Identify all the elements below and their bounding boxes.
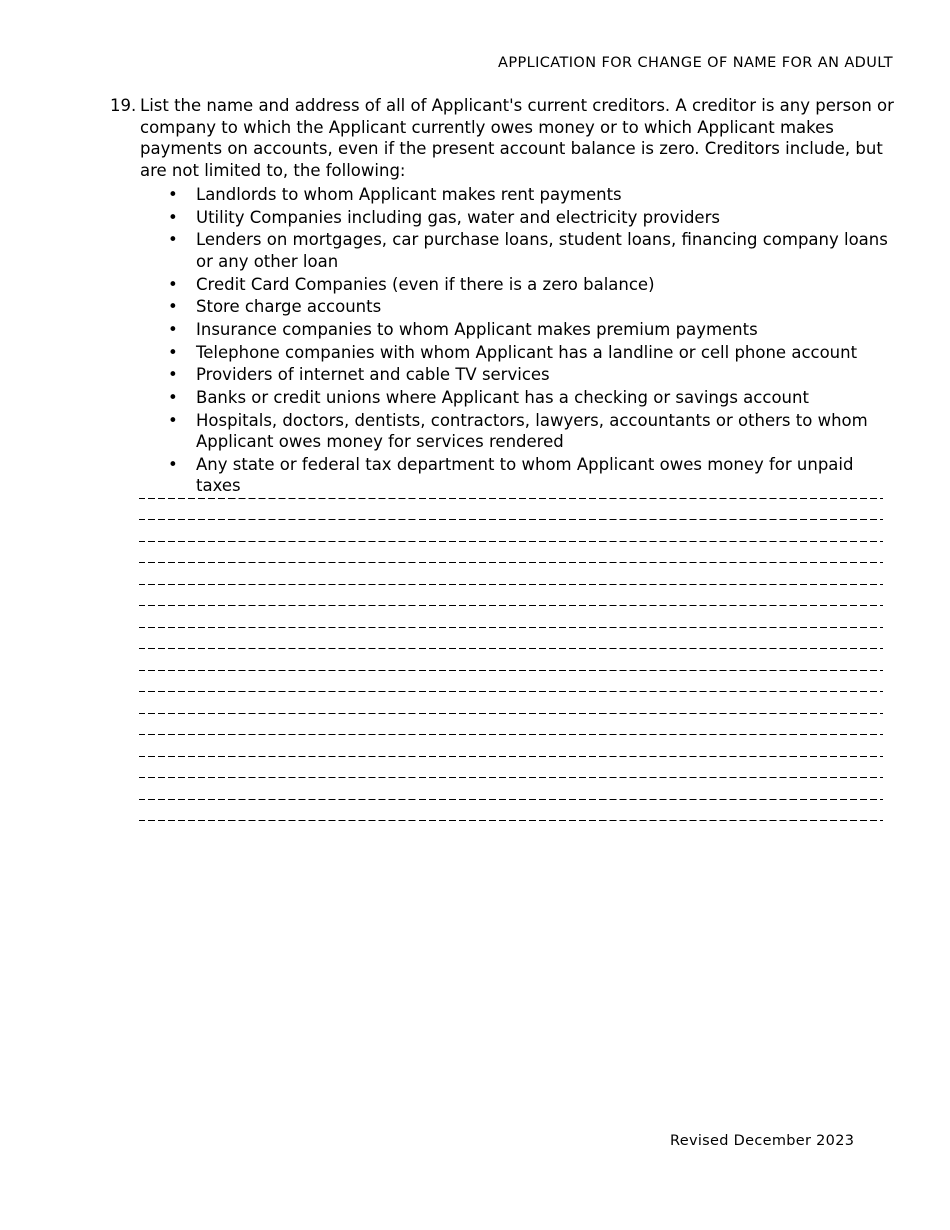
list-item-text: Hospitals, doctors, dentists, contractors, lawyers, accountants or others to whom Applicant owes money for services rendered: [196, 410, 868, 452]
bullet-icon: •: [168, 365, 178, 385]
answer-lines[interactable]: [139, 480, 889, 824]
list-item-text: Telephone companies with whom Applicant has a landline or cell phone account: [196, 342, 858, 362]
list-item-text: Store charge accounts: [196, 297, 382, 317]
list-item-text: Credit Card Companies (even if there is a zero balance): [196, 274, 655, 294]
list-item: [168, 184, 900, 206]
list-item-text: Insurance companies to whom Applicant makes premium payments: [196, 319, 758, 339]
answer-line[interactable]: [139, 480, 889, 502]
list-item: [168, 274, 900, 296]
list-item-text: Any state or federal tax department to whom Applicant owes money for unpaid taxes: [196, 454, 854, 496]
answer-line[interactable]: [139, 523, 889, 545]
answer-line[interactable]: [139, 760, 889, 782]
answer-line[interactable]: [139, 566, 889, 588]
bullet-icon: •: [168, 297, 178, 317]
answer-line[interactable]: [139, 781, 889, 803]
list-item-text: Providers of internet and cable TV services: [196, 365, 550, 385]
revision-date: Revised December 2023: [670, 1133, 855, 1149]
list-item: [168, 387, 900, 409]
answer-line[interactable]: [139, 695, 889, 717]
question-number: 19.: [110, 96, 137, 115]
bullet-icon: •: [168, 230, 178, 250]
answer-line[interactable]: [139, 609, 889, 631]
bullet-icon: •: [168, 185, 178, 204]
list-item: [168, 364, 900, 386]
list-item-text: Landlords to whom Applicant makes rent payments: [196, 185, 622, 204]
bullet-icon: •: [168, 207, 178, 227]
list-item-text: Banks or credit unions where Applicant has a checking or savings account: [196, 388, 809, 407]
answer-line[interactable]: [139, 588, 889, 610]
list-item: [168, 342, 900, 364]
list-item: [168, 296, 900, 318]
bullet-icon: •: [168, 388, 178, 407]
answer-line[interactable]: [139, 738, 889, 760]
creditor-list: [168, 184, 900, 498]
list-item: [168, 319, 900, 341]
bullet-icon: •: [168, 319, 178, 339]
list-item: [168, 207, 900, 229]
answer-line[interactable]: [139, 652, 889, 674]
answer-line[interactable]: [139, 674, 889, 696]
answer-line[interactable]: [139, 545, 889, 567]
bullet-icon: •: [168, 342, 178, 362]
answer-line[interactable]: [139, 502, 889, 524]
bullet-icon: •: [168, 410, 178, 430]
bullet-icon: •: [168, 454, 178, 474]
list-item-text: Lenders on mortgages, car purchase loans, student loans, financing company loans or any other loan: [196, 230, 888, 271]
answer-line[interactable]: [139, 717, 889, 739]
page-header: APPLICATION FOR CHANGE OF NAME FOR AN ADULT: [498, 55, 893, 71]
bullet-icon: •: [168, 274, 178, 294]
answer-line[interactable]: [139, 803, 889, 825]
list-item: [168, 229, 900, 272]
answer-line[interactable]: [139, 631, 889, 653]
question-text: List the name and address of all of Applicant's current creditors. A creditor is any person or company to which the Applicant currently owes money or to which Applicant makes payments on accounts, even if the present account balance is zero. Creditors include, but are not limited to, the following:: [140, 96, 894, 180]
list-item: [168, 410, 900, 453]
question-19: [110, 95, 900, 496]
list-item-text: Utility Companies including gas, water and electricity providers: [196, 207, 720, 227]
